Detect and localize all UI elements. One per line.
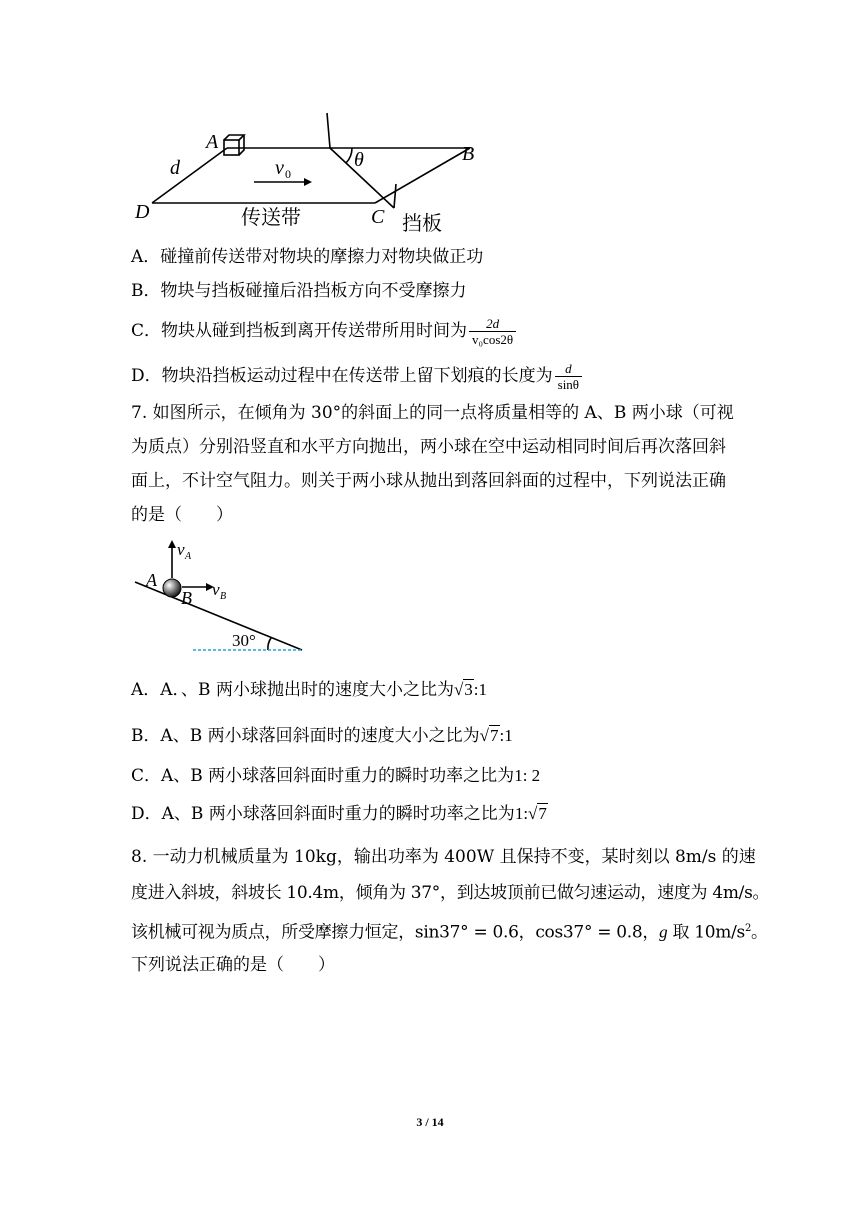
- belt-right-edge: [375, 148, 470, 203]
- q7-a-radicand: 3: [464, 680, 473, 699]
- baffle-bottom-post: [394, 184, 396, 208]
- q7-line-2: 为质点）分别沿竖直和水平方向抛出，两小球在空中运动相同时间后再次落回斜: [131, 437, 726, 457]
- q7-option-d-pre: 1:: [514, 804, 529, 823]
- q8-line-3-c: 。: [751, 922, 768, 943]
- q6-option-d-fraction: [555, 361, 582, 392]
- label-C: C: [371, 206, 385, 228]
- angle-label: 30°: [232, 631, 256, 650]
- q7-option-b-text: B．A、B 两小球落回斜面时的速度大小之比为: [131, 726, 480, 746]
- q6-option-b: B．物块与挡板碰撞后沿挡板方向不受摩擦力: [131, 281, 467, 301]
- q7-option-c: [131, 765, 731, 787]
- q7-line-1: 7. 如图所示，在倾角为 30°的斜面上的同一点将质量相等的 A、B 两小球（可视: [131, 403, 734, 423]
- label-B: B: [462, 143, 475, 165]
- q6-option-d: [131, 361, 731, 392]
- label-A: A: [206, 131, 219, 153]
- q7-option-b-sqrt: √7: [479, 726, 499, 745]
- q6-c-denominator: v₀cos2θ: [472, 332, 514, 347]
- page-number: 3 / 14: [416, 1115, 444, 1129]
- q7-line-4: 的是（ ）: [131, 505, 233, 525]
- q6-option-d-text: D．物块沿挡板运动过程中在传送带上留下划痕的长度为: [131, 366, 553, 386]
- q7-option-c-tail: 1: 2: [514, 766, 541, 785]
- label-d: d: [170, 157, 180, 179]
- q7-b-radicand: 7: [490, 726, 499, 745]
- q8-line-3-a: 该机械可视为质点，所受摩擦力恒定，sin37° = 0.6，cos37° = 0.8，: [131, 922, 660, 943]
- label-v0: v: [275, 157, 284, 179]
- label-vA: v: [177, 540, 185, 559]
- q7-line-3: 面上，不计空气阻力。则关于两小球从抛出到落回斜面的过程中，下列说法正确: [131, 471, 726, 491]
- q7-option-a-text: A．A．、B 两小球抛出时的速度大小之比为: [131, 680, 454, 700]
- q8-line-1: 8. 一动力机械质量为 10kg，输出功率为 400W 且保持不变，某时刻以 8m/s 的速: [131, 847, 756, 867]
- q8-line-2: 度进入斜坡，斜坡长 10.4m，倾角为 37°，到达坡顶前已做匀速运动，速度为 4m/s。: [131, 883, 770, 903]
- q7-option-a-tail: :1: [473, 680, 488, 699]
- label-D: D: [135, 201, 150, 223]
- label-ball-A: A: [146, 570, 157, 590]
- q7-option-d: [131, 803, 731, 825]
- q8-line-4: 下列说法正确的是（ ）: [131, 955, 335, 975]
- q7-option-d-sqrt: √7: [528, 804, 547, 823]
- ball: [163, 579, 181, 597]
- q7-option-b: [131, 725, 731, 747]
- label-v0-sub: 0: [285, 167, 291, 181]
- label-theta: θ: [354, 149, 364, 171]
- q7-option-a: [131, 679, 731, 701]
- theta-arc: [346, 148, 352, 163]
- baffle-top-post: [327, 113, 330, 148]
- q7-option-a-sqrt: √3: [453, 680, 473, 699]
- label-vA-sub: A: [185, 551, 192, 562]
- q6-option-a: A．碰撞前传送带对物块的摩擦力对物块做正功: [131, 247, 484, 267]
- q7-option-c-text: C．A、B 两小球落回斜面时重力的瞬时功率之比为: [131, 766, 515, 786]
- q6-option-c-fraction: [469, 316, 516, 347]
- label-ball-B: B: [181, 588, 192, 608]
- incline-figure: [130, 538, 320, 658]
- q8-line-3-b: 取 10m/s: [667, 922, 745, 943]
- q8-line-3-sup: 2: [744, 923, 752, 934]
- q6-option-c-text: C．物块从碰到挡板到离开传送带所用时间为: [131, 321, 468, 341]
- q7-d-radicand: 7: [538, 804, 547, 823]
- label-vB-sub: B: [220, 591, 227, 602]
- label-vB: v: [212, 580, 220, 599]
- q8-line-3: [131, 912, 768, 950]
- q7-option-d-text: D．A、B 两小球落回斜面时重力的瞬时功率之比为: [131, 804, 515, 824]
- belt-left-edge: [152, 148, 227, 203]
- q6-option-c: [131, 316, 731, 347]
- belt-label: 传送带: [241, 205, 301, 229]
- q6-d-denominator: sinθ: [557, 377, 580, 392]
- q7-option-b-tail: :1: [499, 726, 513, 745]
- q8-g-symbol: g: [659, 922, 668, 942]
- q6-c-numerator: 2d: [469, 316, 516, 332]
- baffle-label: 挡板: [402, 211, 442, 235]
- conveyor-belt-figure: [130, 108, 490, 238]
- q6-d-numerator: d: [555, 361, 582, 377]
- angle-arc: [268, 638, 271, 650]
